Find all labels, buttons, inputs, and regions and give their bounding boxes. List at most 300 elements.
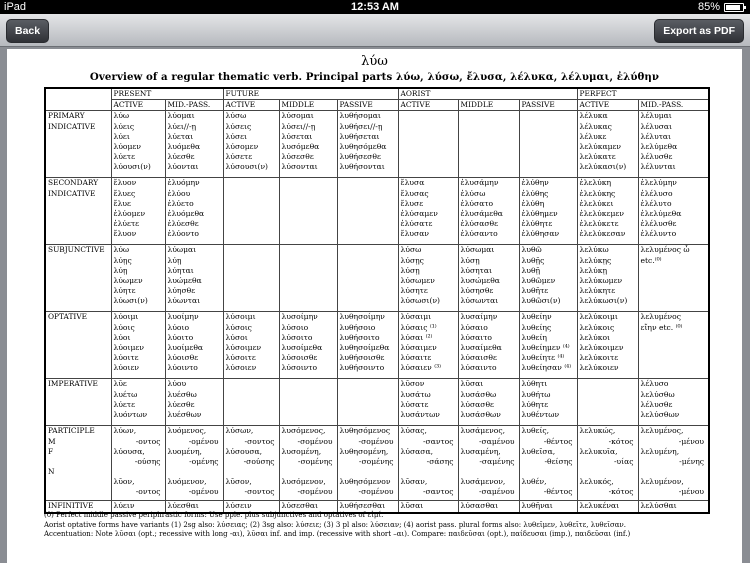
verb-form: λελυμένος ὦ	[640, 245, 690, 255]
verb-form: λυθῶ	[521, 245, 542, 255]
form-cell	[165, 379, 223, 426]
form-cell	[337, 178, 398, 245]
verb-form: λυσοίμην	[281, 312, 318, 322]
verb-form: λυσοίμεθα	[281, 342, 323, 352]
verb-form: λελύκαμεν	[579, 141, 622, 151]
verb-form: λύοιτο	[167, 332, 194, 342]
verb-form: λελύκω	[579, 245, 609, 255]
verb-form: -σάσης	[426, 456, 454, 466]
verb-form: -σαμένου	[478, 436, 515, 446]
verb-form: λελύκοιτε	[579, 353, 619, 363]
verb-form: λύειν	[113, 501, 135, 511]
footnote-line: Accentuation: Note λῦσαι (opt.; recessive with long -αι), λῦσαι inf. and imp. (recessive with short –αι). Compare: παιδεῦσαι (opt.), παίδευσαι (imp.), παιδεῦσαι (inf.)	[44, 530, 631, 538]
verb-form: λυθήσεσθε	[339, 152, 381, 162]
verb-form: λυσαίμεθα	[460, 342, 502, 352]
battery-percent: 85%	[697, 1, 720, 13]
voice-header: ACTIVE	[577, 100, 638, 111]
verb-form: λελυμένος	[640, 312, 682, 322]
verb-form: λυθησοίμεθα	[339, 342, 390, 352]
verb-form: λύσαι ⁽²⁾	[400, 332, 433, 342]
verb-form: λέλυκας	[579, 121, 612, 131]
verb-form: λύσωσι(ν)	[400, 296, 441, 306]
verb-form: ἐλελύμην	[640, 178, 677, 188]
voice-header: PASSIVE	[337, 100, 398, 111]
verb-form: -κότος	[608, 436, 634, 446]
verb-form: λελύσθαι	[640, 501, 677, 511]
verb-form: λύσοισθε	[281, 353, 318, 363]
form-cell	[111, 178, 165, 245]
verb-form: -σαντος	[422, 436, 454, 446]
tense-header: AORIST	[398, 88, 577, 100]
form-cell	[638, 312, 709, 379]
verb-form: λῦσον	[400, 379, 425, 389]
voice-header: MID.-PASS.	[638, 100, 709, 111]
verb-form: λύω	[113, 245, 130, 255]
form-cell	[638, 111, 709, 178]
verb-form: -οντος	[135, 487, 161, 497]
form-cell	[398, 245, 458, 312]
verb-form: ἐλελύκης	[579, 188, 616, 198]
verb-form: -σομένης	[297, 456, 333, 466]
verb-form: λελύκῃ	[579, 265, 607, 275]
form-cell	[165, 245, 223, 312]
verb-form: λύετε	[113, 152, 135, 162]
form-cell	[223, 245, 279, 312]
form-cell	[458, 312, 519, 379]
verb-form: λυσάμενος,	[460, 426, 505, 436]
form-cell	[577, 426, 638, 501]
verb-form: ἐλελύκετε	[579, 219, 619, 229]
verb-form: λυθήσοιτο	[339, 332, 380, 342]
verb-form: λύσασθαι	[460, 501, 499, 511]
verb-form: ἐλυσάμην	[460, 178, 499, 188]
verb-form: λῦσαι	[460, 379, 484, 389]
verb-form: λύσασθε	[460, 399, 494, 409]
form-cell	[638, 379, 709, 426]
verb-form: λυσόμενον,	[281, 477, 326, 487]
verb-form: λυώμεθα	[167, 275, 202, 285]
form-cell	[165, 426, 223, 501]
table-row	[45, 379, 709, 426]
verb-table	[44, 87, 710, 514]
verb-form: λύεται	[167, 131, 194, 141]
form-cell	[458, 245, 519, 312]
verb-form: λύσεται	[281, 131, 313, 141]
form-cell	[519, 111, 577, 178]
verb-form: -θείσης	[544, 456, 573, 466]
form-cell	[519, 245, 577, 312]
verb-form: λυσαίμην	[460, 312, 498, 322]
verb-form: λελύκητε	[579, 286, 616, 296]
form-cell	[223, 178, 279, 245]
voice-header: ACTIVE	[398, 100, 458, 111]
verb-form: λύει//-ῃ	[167, 121, 197, 131]
verb-form: λύσασα,	[400, 446, 433, 456]
navigation-bar	[0, 14, 750, 47]
status-time: 12:53 AM	[351, 1, 399, 13]
verb-form: λύησθε	[167, 286, 196, 296]
verb-form: λύσαιεν ⁽³⁾	[400, 363, 441, 373]
verb-form: ἔλυες	[113, 188, 136, 198]
battery-icon	[724, 3, 744, 12]
export-pdf-button[interactable]: Export as PDF	[654, 19, 744, 43]
verb-form: ἐλελύμεθα	[640, 208, 682, 218]
verb-form: λύεσθε	[167, 399, 195, 409]
verb-form: ἐλύσαντο	[460, 229, 498, 239]
verb-form: λελύκοιεν	[579, 363, 619, 373]
verb-form: λυθησοίμην	[339, 312, 385, 322]
verb-form: λυθείη	[521, 332, 547, 342]
verb-form: -σαμένου	[478, 487, 515, 497]
verb-form: λύητε	[113, 286, 136, 296]
verb-form: λύσαιντο	[460, 363, 497, 373]
table-row	[45, 111, 709, 178]
verb-form: -ομένης	[189, 456, 219, 466]
form-cell	[337, 379, 398, 426]
verb-form: -σούσης	[243, 456, 275, 466]
form-cell	[279, 178, 337, 245]
form-cell	[577, 312, 638, 379]
form-cell	[111, 245, 165, 312]
verb-form: ἐλύεσθε	[167, 219, 199, 229]
form-cell	[337, 426, 398, 501]
verb-form: ἐλυόμεθα	[167, 208, 205, 218]
verb-form: λυθεῖσα,	[521, 446, 556, 456]
verb-form: λυσόμενος,	[281, 426, 326, 436]
verb-form: λύσαιμεν	[400, 342, 437, 352]
verb-form: λυθῇ	[521, 265, 541, 275]
verb-form: λύσαιμι	[400, 312, 432, 322]
verb-form: λυθήσοισθε	[339, 353, 385, 363]
document-title: λύω	[361, 54, 388, 69]
verb-form: λυσώμεθα	[460, 275, 500, 285]
verb-form: λύει	[113, 131, 130, 141]
form-cell	[398, 178, 458, 245]
verb-form: -οντος	[135, 436, 161, 446]
verb-form: λυέσθω	[167, 389, 197, 399]
verb-form: λύσεις	[225, 121, 252, 131]
verb-form: λυθῇς	[521, 255, 545, 265]
verb-form: λύου	[167, 379, 187, 389]
verb-form: λύσαισθε	[460, 353, 497, 363]
form-cell	[638, 245, 709, 312]
verb-form: λύσεσθαι	[281, 501, 318, 511]
form-cell	[638, 426, 709, 501]
verb-form: λύῃ	[167, 255, 182, 265]
verb-form: -σομένου	[358, 487, 394, 497]
verb-form: λύσομαι	[281, 111, 314, 121]
verb-form: λύσαις ⁽¹⁾	[400, 322, 437, 332]
verb-form: λύσουσι(ν)	[225, 162, 269, 172]
verb-form: -ούσης	[134, 456, 161, 466]
device-label: iPad	[4, 1, 27, 13]
verb-form: λελύκοι	[579, 332, 610, 342]
verb-form: -μένης	[679, 456, 705, 466]
verb-form: λῦε	[113, 379, 127, 389]
verb-form: ἐλυόμην	[167, 178, 200, 188]
verb-form: λέλυνται	[640, 162, 676, 172]
verb-form: λυθείην	[521, 312, 552, 322]
verb-form: λυθῆτε	[521, 286, 549, 296]
verb-form: -σομένης	[358, 456, 394, 466]
verb-form: ἐλέλυντο	[640, 229, 677, 239]
form-cell	[458, 379, 519, 426]
verb-form: λῦον,	[113, 477, 135, 487]
row-label: OPTATIVE	[45, 312, 111, 379]
table-row	[45, 245, 709, 312]
form-cell	[111, 111, 165, 178]
footnote-line: (0) Perfect middle passive periphrastic forms: Use pple. plus subjunctives and optatives of εἰμί.	[44, 511, 384, 519]
verb-form: λύσηται	[460, 265, 492, 275]
voice-header: PASSIVE	[519, 100, 577, 111]
verb-form: λυθέν,	[521, 477, 547, 487]
verb-form: λυθείησαν ⁽⁴⁾	[521, 363, 572, 373]
verb-form: λυσάσθω	[460, 389, 497, 399]
verb-form: λυθῶσι(ν)	[521, 296, 561, 306]
verb-form: λυοίμην	[167, 312, 199, 322]
row-label: PRIMARY INDICATIVE	[45, 111, 111, 178]
verb-form: ἐλύσατο	[460, 198, 494, 208]
verb-form: λύεσθαι	[167, 501, 199, 511]
verb-form: λύσετε	[225, 152, 253, 162]
verb-form: -θέντος	[543, 487, 573, 497]
verb-form: λύσω	[400, 245, 422, 255]
form-cell	[577, 379, 638, 426]
verb-form: λύσοι	[225, 332, 248, 342]
verb-form: etc.⁽⁰⁾	[640, 255, 662, 265]
form-cell	[223, 379, 279, 426]
back-button[interactable]: Back	[6, 19, 49, 43]
form-cell	[458, 426, 519, 501]
verb-form: λύσωμεν	[400, 275, 435, 285]
verb-form: λύσοιτε	[225, 353, 256, 363]
verb-form: -υίας	[613, 456, 634, 466]
verb-form: λύσαιτο	[460, 332, 493, 342]
verb-form: ἐλέλυτο	[640, 198, 672, 208]
verb-form: λύωσι(ν)	[113, 296, 148, 306]
verb-form: λυθησόμενον	[339, 477, 391, 487]
verb-form: λυθήσονται	[339, 162, 385, 172]
verb-form: ἔλυε	[113, 198, 131, 208]
tense-header: PERFECT	[577, 88, 709, 100]
verb-form: ἐλέλυσο	[640, 188, 673, 198]
verb-form: ἐλύετε	[113, 219, 140, 229]
verb-form: λυθήσοιο	[339, 322, 376, 332]
form-cell	[223, 111, 279, 178]
verb-form: λύσῃ	[400, 265, 420, 275]
verb-form: λυόμενον,	[167, 477, 207, 487]
verb-form: λύσοιμι	[225, 312, 256, 322]
verb-form: λύσοιο	[281, 322, 309, 332]
verb-form: λυοίμεθα	[167, 342, 204, 352]
verb-form: λελύμεθα	[640, 141, 678, 151]
verb-form: λελύκοις	[579, 322, 615, 332]
verb-form: λυθήσομαι	[339, 111, 381, 121]
form-cell	[111, 426, 165, 501]
verb-form: λύονται	[167, 162, 199, 172]
row-label: SECONDARY INDICATIVE	[45, 178, 111, 245]
verb-form: λέλυκα	[579, 111, 608, 121]
verb-form: λύσοιντο	[281, 363, 318, 373]
voice-header: MIDDLE	[458, 100, 519, 111]
tense-header: PRESENT	[111, 88, 223, 100]
verb-form: λῦσαν,	[400, 477, 428, 487]
verb-form: -σαμένης	[479, 456, 515, 466]
verb-form: ἐλύοντο	[167, 229, 199, 239]
verb-form: λύσοιεν	[225, 363, 257, 373]
row-label: IMPERATIVE	[45, 379, 111, 426]
verb-form: λύσωμαι	[460, 245, 495, 255]
verb-form: λέλυμαι	[640, 111, 672, 121]
verb-form: λύωμεν	[113, 275, 143, 285]
verb-form: λύθητε	[521, 399, 549, 409]
verb-form: ἐλυσάμεθα	[460, 208, 503, 218]
verb-form: λυθείητε ⁽⁴⁾	[521, 353, 565, 363]
form-cell	[519, 312, 577, 379]
row-label: SUBJUNCTIVE	[45, 245, 111, 312]
verb-form: λύσῃς	[400, 255, 424, 265]
verb-form: λύσησθε	[460, 286, 494, 296]
verb-form: λυθησομένη,	[339, 446, 389, 456]
verb-form: λελυμένη,	[640, 446, 680, 456]
verb-form: λυομένη,	[167, 446, 202, 456]
verb-form: ἐλύθητε	[521, 219, 553, 229]
verb-form: λέλυκε	[579, 131, 607, 141]
verb-form: λύσαιο	[460, 322, 488, 332]
voice-header: ACTIVE	[111, 100, 165, 111]
verb-form: ἐλύου	[167, 188, 191, 198]
verb-form: λελύκοιμι	[579, 312, 618, 322]
verb-form: λελύκασι(ν)	[579, 162, 627, 172]
verb-form: λέλυσθε	[640, 152, 673, 162]
verb-form: λύῃς	[113, 255, 132, 265]
verb-form: ἐλύθης	[521, 188, 549, 198]
corner-cell	[45, 88, 111, 111]
form-cell	[279, 312, 337, 379]
verb-form: λύοιντο	[167, 363, 198, 373]
verb-form: λῦσον,	[225, 477, 252, 487]
footnotes	[44, 511, 714, 540]
verb-form: λῦσαι	[400, 501, 424, 511]
verb-form: λελυκώς,	[579, 426, 616, 436]
status-bar	[0, 0, 750, 14]
verb-form: λύομεν	[113, 141, 141, 151]
verb-form: λύσεσθε	[281, 152, 314, 162]
verb-form: λυθήσεσθαι	[339, 501, 386, 511]
verb-form: -μένου	[678, 436, 705, 446]
verb-form: -σοντος	[244, 487, 275, 497]
footnote-line: Aorist optative forms have variants (1) 2sg also: λύσειας; (2) 3sg also: λύσειε; (3) 3 pl also: λύσειαν; (4) aorist pass. plural forms also: λυθεῖμεν, λυθεῖτε, λυθεῖσαν.	[44, 520, 626, 529]
verb-form: λελυμένον,	[640, 477, 684, 487]
verb-form: λελυκυῖα,	[579, 446, 618, 456]
verb-form: λύετε	[113, 399, 135, 409]
verb-form: λύοισθε	[167, 353, 199, 363]
verb-form: λυσάτω	[400, 389, 431, 399]
verb-form: λύσομεν	[225, 141, 259, 151]
document-page	[7, 49, 742, 563]
form-cell	[279, 111, 337, 178]
verb-form: λύσατε	[400, 399, 429, 409]
verb-form: λύουσα,	[113, 446, 145, 456]
verb-form: ἐλύσω	[460, 188, 486, 198]
verb-form: λελύκοιμεν	[579, 342, 624, 352]
verb-form: ἔλυσε	[400, 198, 424, 208]
row-label: PARTICIPLE M F N	[45, 426, 111, 501]
verb-form: λύσοιμεν	[225, 342, 262, 352]
verb-form: -κότος	[608, 487, 634, 497]
verb-form: λυσόμεθα	[281, 141, 320, 151]
verb-form: λύοιμι	[113, 312, 139, 322]
tense-header: FUTURE	[223, 88, 398, 100]
form-cell	[279, 379, 337, 426]
verb-form: λέλυσθε	[640, 399, 673, 409]
verb-form: λέλυσαι	[640, 121, 672, 131]
verb-form: λυόμενος,	[167, 426, 207, 436]
form-cell	[577, 178, 638, 245]
verb-form: ἐλελύκεσαν	[579, 229, 626, 239]
verb-form: λύηται	[167, 265, 194, 275]
verb-form: λύοιεν	[113, 363, 140, 373]
verb-form: λυθήτω	[521, 389, 551, 399]
verb-form: -σαντος	[422, 487, 454, 497]
verb-form: ἐλελύκεμεν	[579, 208, 624, 218]
form-cell	[398, 426, 458, 501]
verb-form: λύοιμεν	[113, 342, 144, 352]
verb-form: -σομένου	[297, 436, 333, 446]
form-cell	[398, 379, 458, 426]
verb-form: λυθείς,	[521, 426, 550, 436]
form-cell	[223, 312, 279, 379]
verb-form: λύσοις	[225, 322, 252, 332]
verb-form: λυσομένη,	[281, 446, 322, 456]
verb-form: λελύσθω	[640, 389, 675, 399]
verb-form: ἐλύσαμεν	[400, 208, 438, 218]
verb-form: λύουσι(ν)	[113, 162, 151, 172]
table-row	[45, 426, 709, 501]
verb-form: λύσωνται	[460, 296, 499, 306]
verb-form: λύωμαι	[167, 245, 197, 255]
form-cell	[577, 245, 638, 312]
verb-form: ἔλυον	[113, 229, 137, 239]
verb-form: λυθησόμεθα	[339, 141, 387, 151]
verb-form: λύεις	[113, 121, 135, 131]
verb-form: λύῃ	[113, 265, 128, 275]
verb-form: λελύκωμεν	[579, 275, 623, 285]
verb-form: λύων,	[113, 426, 137, 436]
verb-form: λυσάμενον,	[460, 477, 506, 487]
verb-form: ἔλυσας	[400, 188, 429, 198]
form-cell	[337, 111, 398, 178]
verb-form: λύσει	[225, 131, 248, 141]
form-cell	[458, 178, 519, 245]
voice-header: ACTIVE	[223, 100, 279, 111]
form-cell	[398, 312, 458, 379]
verb-form: λελυκέναι	[579, 501, 620, 511]
form-cell	[165, 312, 223, 379]
verb-form: λυθήσοιντο	[339, 363, 385, 373]
verb-form: ἐλύετο	[167, 198, 194, 208]
form-cell	[638, 178, 709, 245]
verb-form: λύθητι	[521, 379, 548, 389]
form-cell	[223, 426, 279, 501]
verb-form: ἐλέλυσθε	[640, 219, 677, 229]
verb-form: λελύκατε	[579, 152, 616, 162]
verb-form: λύσοιτο	[281, 332, 313, 342]
verb-form: λύσειν	[225, 501, 252, 511]
verb-form: λέλυσο	[640, 379, 669, 389]
verb-form: λελύκωσι(ν)	[579, 296, 628, 306]
verb-form: ἐλελύκει	[579, 198, 614, 208]
